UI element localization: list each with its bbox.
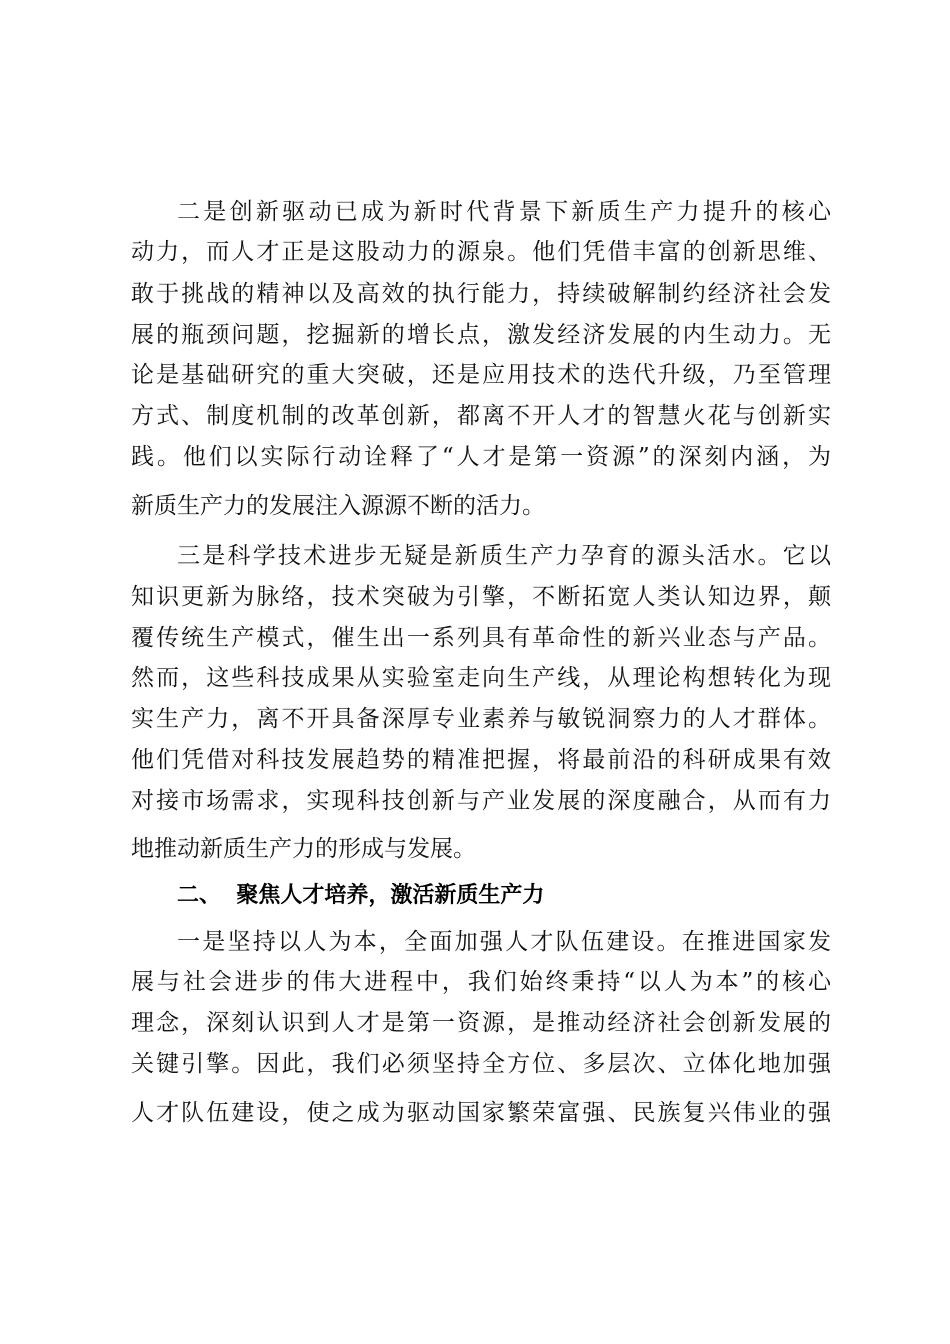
paragraph-2-line-1: 三是科学技术进步无疑是新质生产力孕育的源头活水。它以 xyxy=(177,543,831,569)
paragraph-3-line-5: 人才队伍建设，使之成为驱动国家繁荣富强、民族复兴伟业的强 xyxy=(131,1100,831,1126)
paragraph-2-line-2: 知识更新为脉络，技术突破为引擎，不断拓宽人类认知边界，颠 xyxy=(131,584,831,610)
paragraph-1-line-7: 践。他们以实际行动诠释了“人才是第一资源”的深刻内涵，为 xyxy=(131,444,831,470)
paragraph-2-line-3: 覆传统生产模式，催生出一系列具有革命性的新兴业态与产品。 xyxy=(131,625,831,651)
paragraph-2-line-8: 地推动新质生产力的形成与发展。 xyxy=(131,836,476,862)
paragraph-1-line-1: 二是创新驱动已成为新时代背景下新质生产力提升的核心 xyxy=(177,199,831,225)
paragraph-1-line-8: 新质生产力的发展注入源源不断的活力。 xyxy=(131,493,545,519)
paragraph-2-line-6: 他们凭借对科技发展趋势的精准把握，将最前沿的科研成果有效 xyxy=(131,747,831,773)
paragraph-3-line-1: 一是坚持以人为本，全面加强人才队伍建设。在推进国家发 xyxy=(177,929,831,955)
paragraph-3-line-2: 展与社会进步的伟大进程中，我们始终秉持“以人为本”的核心 xyxy=(131,969,831,995)
paragraph-3-line-4: 关键引擎。因此，我们必须坚持全方位、多层次、立体化地加强 xyxy=(131,1051,831,1077)
paragraph-1-line-2: 动力，而人才正是这股动力的源泉。他们凭借丰富的创新思维、 xyxy=(131,239,831,265)
paragraph-1-line-4: 展的瓶颈问题，挖掘新的增长点，激发经济发展的内生动力。无 xyxy=(131,322,831,348)
paragraph-1-line-6: 方式、制度机制的改革创新，都离不开人才的智慧火花与创新实 xyxy=(131,403,831,429)
paragraph-1-line-5: 论是基础研究的重大突破，还是应用技术的迭代升级，乃至管理 xyxy=(131,362,831,388)
section-heading: 二、 聚焦人才培养，激活新质生产力 xyxy=(177,883,545,908)
paragraph-1-line-3: 敢于挑战的精神以及高效的执行能力，持续破解制约经济社会发 xyxy=(131,281,831,307)
paragraph-3-line-3: 理念，深刻认识到人才是第一资源，是推动经济社会创新发展的 xyxy=(131,1010,831,1036)
paragraph-2-line-7: 对接市场需求，实现科技创新与产业发展的深度融合，从而有力 xyxy=(131,788,831,814)
paragraph-2-line-5: 实生产力，离不开具备深厚专业素养与敏锐洞察力的人才群体。 xyxy=(131,706,831,732)
paragraph-2-line-4: 然而，这些科技成果从实验室走向生产线，从理论构想转化为现 xyxy=(131,665,831,691)
